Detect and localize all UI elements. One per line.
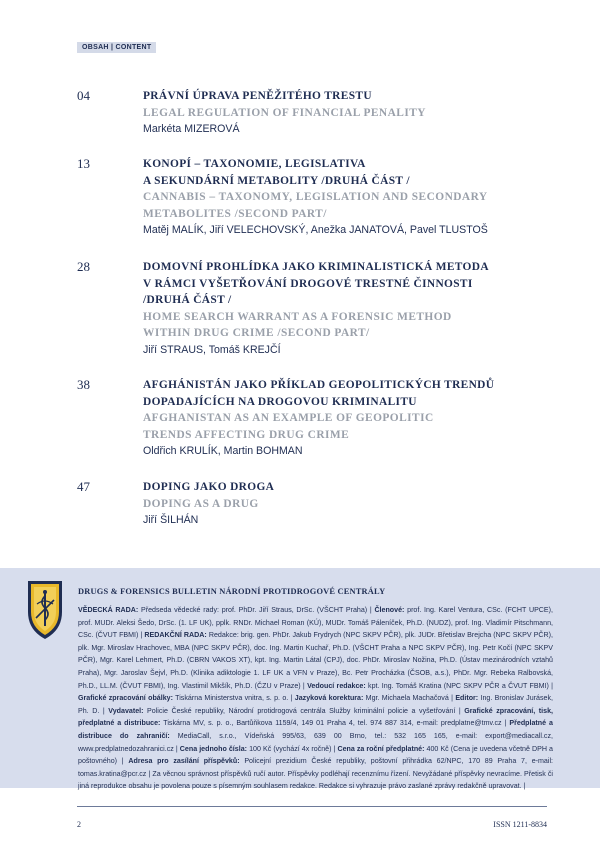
imprint-box [0, 568, 600, 791]
section-tag: OBSAH | CONTENT [77, 42, 156, 53]
imprint-text [78, 604, 553, 793]
toc-title-en: METABOLITES /SECOND PART/ [143, 207, 327, 220]
toc-title-en: TRENDS AFFECTING DRUG CRIME [143, 428, 350, 441]
imprint-value: Mgr. Michaela Machačová | [363, 694, 456, 703]
imprint-value: MediaCall, s.r.o., Vídeňská 995/63, 639 00 Brno, tel.: 532 165 165, e-mail: export@mediacall.cz, www.predplatnedozahranici.cz | [78, 731, 553, 753]
toc-page-number: 04 [77, 88, 90, 103]
toc-title-en: AFGHANISTAN AS AN EXAMPLE OF GEOPOLITIC [143, 412, 434, 424]
imprint-title: DRUGS & FORENSICS BULLETIN NÁRODNÍ PROTIDROGOVÉ CENTRÁLY [78, 587, 386, 596]
imprint-value: kpt. Ing. Tomáš Kratina (NPC SKPV PČR a ČVUT FBMI) | [365, 681, 553, 690]
toc-title-cz: DOPING JAKO DROGA [143, 481, 275, 493]
toc-authors: Jiří STRAUS, Tomáš KREJČÍ [143, 343, 281, 356]
toc-entry-body [143, 156, 533, 239]
toc-title-cz: PRÁVNÍ ÚPRAVA PENĚŽITÉHO TRESTU [143, 90, 372, 102]
imprint-value: 100 Kč (vychází 4x ročně) | [247, 744, 338, 753]
toc-entry-body [143, 377, 533, 460]
toc-entry-body [143, 259, 533, 358]
police-shield-logo-icon [25, 578, 65, 642]
toc-entry-body [143, 479, 533, 529]
toc-title-en: HOME SEARCH WARRANT AS A FORENSIC METHOD [143, 310, 452, 323]
toc-title-cz: AFGHÁNISTÁN JAKO PŘÍKLAD GEOPOLITICKÝCH TRENDŮ [143, 379, 495, 391]
imprint-label: Vedoucí redakce: [307, 681, 366, 690]
imprint-label: Editor: [455, 694, 479, 703]
imprint-label: Vydavatel: [108, 706, 144, 715]
imprint-value: 400 Kč (Cena je uvedena včetně DPH a poštovného) | [78, 744, 554, 766]
page-number: 2 [77, 820, 81, 829]
imprint-value: Redakce: brig. gen. PhDr. Jakub Frydrych (NPC SKPV PČR), plk. JUDr. Břetislav Brejcha (NPC SKPV PČR), plk. Mgr. Miroslav Hrachovec, MBA (NPC SKPV PČR), doc. Ing. Martin Kuchař, Ph.D. (VŠCHT Praha a NPC SKPV PČR), Ing. Petr Kočí (NPC SKPV PČR), Mgr. Karel Lehmert, Ph.D. (CBRN VAKOS XT), kpt. Ing. Martin Látal (CPJ), doc. PhDr. Miroslav Nožina, Ph.D. (Ústav mezinárodních vztahů Praha), Mgr. Jaroslav Šejvl, Ph.D. (Klinika adiktologie 1. LF UK a VFN v Praze), Bc. Petr Procházka (ČSOB, a.s.), PhDr. Mgr. Rebeka Ralbovská, Ph.D., LL.M. (ČVUT FBMI), Ing. Vlastimil Mikšík, Ph.D. (ČZU v Praze) | [78, 631, 554, 690]
imprint-label: Členové: [374, 606, 405, 614]
issn: ISSN 1211-8834 [493, 820, 547, 829]
toc-title-cz: DOMOVNÍ PROHLÍDKA JAKO KRIMINALISTICKÁ METODA [143, 261, 489, 273]
toc-title-cz: DOPADAJÍCÍCH NA DROGOVOU KRIMINALITU [143, 395, 417, 408]
imprint-label: Jazyková korektura: [294, 694, 364, 703]
toc-authors: Oldřich KRULÍK, Martin BOHMAN [143, 445, 303, 457]
imprint-label: Grafické zpracování, tisk, předplatné a distribuce: [78, 706, 553, 728]
toc-title-en: CANNABIS – TAXONOMY, LEGISLATION AND SECONDARY [143, 191, 488, 203]
toc-title-en: LEGAL REGULATION OF FINANCIAL PENALITY [143, 106, 426, 119]
toc-authors: Markéta MIZEROVÁ [143, 123, 240, 135]
toc-title-cz: V RÁMCI VYŠETŘOVÁNÍ DROGOVÉ TRESTNÉ ČINNOSTI [143, 277, 473, 290]
imprint-value: Ing. Bronislav Jurásek, Ph. D. | [78, 694, 553, 715]
imprint-value: Policejní prezidium České republiky, poštovní přihrádka 62/NPC, 170 89 Praha 7, e-mail: tomas.kratina@pcr.cz | Za věcnou správnost příspěvků ručí autor. Příspěvky podléhají recenznímu řízení. Nevyžádané příspěvky nevracíme. Přetisk či jiná reprodukce obsahu je povolena pouze s písemným souhlasem redakce. Redakce si vyhrazuje právo zaslané zprávy redakčně upravovat. | [78, 757, 553, 791]
toc-title-cz: KONOPÍ – TAXONOMIE, LEGISLATIVA [143, 158, 366, 170]
toc-authors: Matěj MALÍK, Jiří VELECHOVSKÝ, Anežka JANATOVÁ, Pavel TLUSTOŠ [143, 224, 488, 236]
imprint-value: Tiskárna Ministerstva vnitra, s. p. o. | [172, 694, 295, 703]
imprint-label: REDAKČNÍ RADA: [144, 631, 207, 640]
toc-authors: Jiří ŠILHÁN [143, 514, 199, 526]
footer-divider [77, 806, 547, 807]
toc-title-en: DOPING AS A DRUG [143, 497, 259, 510]
imprint-label: Adresa pro zasílání příspěvků: [128, 757, 240, 766]
toc-entry-body [143, 88, 533, 138]
imprint-value: Policie České republiky, Národní protidrogová centrála Služby kriminální policie a vyšetřování | [143, 706, 465, 715]
toc-page-number: 38 [77, 377, 90, 392]
imprint-label: Předplatné a distribuce do zahraničí: [78, 719, 553, 740]
imprint-value: Předseda vědecké rady: prof. PhDr. Jiří Straus, DrSc. (VŠCHT Praha) | [138, 606, 375, 614]
imprint-label: Grafické zpracování obálky: [78, 694, 173, 703]
imprint-value: prof. Ing. Karel Ventura, CSc. (FCHT UPCE), prof. MUDr. Aleksi Šedo, DrSc. (1. LF UK), pplk. RNDr. Michael Roman (KÚ), MUDr. Tomáš Páleníček, Ph.D. (NUDZ), prof. Ing. Vladimír Pitschmann, CSc. (ČVUT FBMI) | [78, 606, 553, 640]
toc-page-number: 47 [77, 479, 90, 494]
imprint-value: Tiskárna MV, s. p. o., Bartůňkova 1159/4, 149 01 Praha 4, tel. 974 887 314, e-mail: predplatne@tmv.cz | [160, 719, 510, 728]
toc-page-number: 28 [77, 259, 90, 274]
imprint-label: VĚDECKÁ RADA: [78, 606, 139, 614]
imprint-label: Cena za roční předplatné: [337, 744, 425, 753]
imprint-label: Cena jednoho čísla: [179, 744, 247, 753]
toc-page-number: 13 [77, 156, 90, 171]
toc-title-cz: A SEKUNDÁRNÍ METABOLITY /DRUHÁ ČÁST / [143, 174, 410, 187]
toc-title-en: WITHIN DRUG CRIME /SECOND PART/ [143, 327, 370, 339]
toc-title-cz: /DRUHÁ ČÁST / [143, 294, 232, 306]
